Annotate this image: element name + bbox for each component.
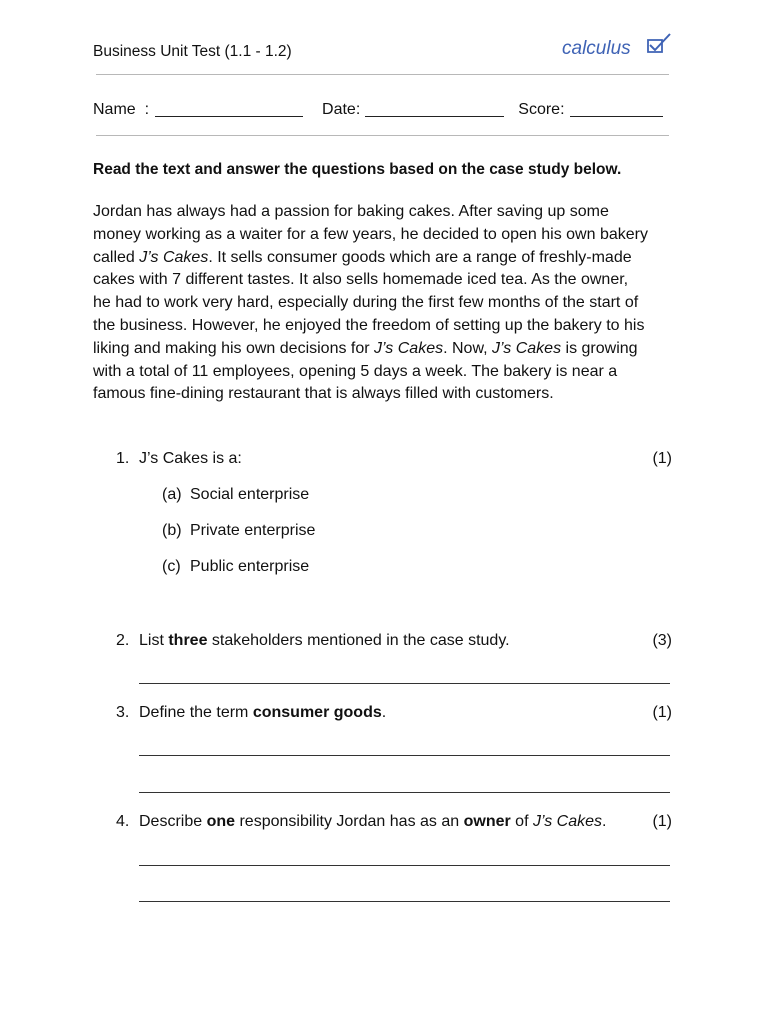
q4-text-bold-one: one xyxy=(206,813,236,830)
student-fields-row xyxy=(93,101,669,119)
q1-option-b-text[interactable]: Private enterprise xyxy=(190,522,316,539)
business-name-italic: J’s Cakes xyxy=(139,248,209,266)
q1-option-a-label[interactable]: (a) xyxy=(162,486,182,503)
calculus-logo xyxy=(560,28,672,64)
name-label: Name : xyxy=(93,101,150,118)
case-study-line: cakes with 7 different tastes. It also sells homemade iced tea. As the owner, xyxy=(93,271,629,289)
q2-text xyxy=(139,632,510,650)
test-title: Business Unit Test (1.1 - 1.2) xyxy=(93,43,292,60)
case-study-line: the business. However, he enjoyed the freedom of setting up the bakery to his xyxy=(93,316,645,334)
instructions: Read the text and answer the questions based on the case study below. xyxy=(93,161,622,178)
q4-text-pre: Describe xyxy=(139,813,207,830)
score-field[interactable] xyxy=(570,101,663,117)
q2-marks: (3) xyxy=(652,632,672,649)
q1-option-c-label[interactable]: (c) xyxy=(162,558,181,575)
logo-check-icon xyxy=(650,34,670,50)
name-field[interactable] xyxy=(155,101,303,117)
case-study-line: money working as a waiter for a few years, he decided to open his own bakery xyxy=(93,225,648,243)
business-name-italic: J’s Cakes xyxy=(374,339,444,357)
date-field[interactable] xyxy=(365,101,504,117)
q3-text-post: . xyxy=(381,704,387,721)
q3-text-bold: consumer goods xyxy=(252,704,382,721)
q1-option-c-text[interactable]: Public enterprise xyxy=(190,558,310,575)
case-study-line: called J’s Cakes. It sells consumer goods which are a range of freshly-made xyxy=(93,248,632,266)
q4-text-mid2: of xyxy=(510,813,533,830)
case-study-line: with a total of 11 employees, opening 5 days a week. The bakery is near a xyxy=(93,362,618,380)
q4-number: 4. xyxy=(116,813,130,830)
q3-text xyxy=(139,704,386,722)
date-label: Date: xyxy=(322,101,361,118)
q4-text-mid: responsibility Jordan has as an xyxy=(235,813,464,830)
q2-answer-line-1[interactable] xyxy=(139,683,670,684)
logo-text: calculus xyxy=(562,38,631,59)
q4-text-italic: J’s Cakes xyxy=(532,813,603,830)
q3-number: 3. xyxy=(116,704,130,721)
q4-text xyxy=(139,813,606,831)
q2-text-pre: List xyxy=(139,632,169,649)
score-label: Score: xyxy=(518,101,565,118)
q2-number: 2. xyxy=(116,632,130,649)
business-name-italic: J’s Cakes xyxy=(492,339,562,357)
q3-text-pre: Define the term xyxy=(139,704,253,721)
q2-text-bold: three xyxy=(168,632,208,649)
case-study-line: liking and making his own decisions for J’s Cakes. Now, J’s Cakes is growing xyxy=(93,339,638,357)
q3-marks: (1) xyxy=(652,704,672,721)
header-divider-bottom xyxy=(96,135,669,136)
q4-answer-line-1[interactable] xyxy=(139,865,670,866)
q1-marks: (1) xyxy=(652,450,672,467)
q4-text-post: . xyxy=(602,813,607,830)
q4-text-bold-owner: owner xyxy=(463,813,511,830)
q1-text: J’s Cakes is a: xyxy=(139,450,242,467)
case-study-line: he had to work very hard, especially during the first few months of the start of xyxy=(93,294,639,312)
q4-answer-line-2[interactable] xyxy=(139,901,670,902)
q1-option-a-text[interactable]: Social enterprise xyxy=(190,486,310,503)
case-study-paragraph xyxy=(93,201,683,406)
q3-answer-line-2[interactable] xyxy=(139,792,670,793)
q1-number: 1. xyxy=(116,450,130,467)
header-divider-top xyxy=(96,74,669,75)
q1-option-b-label[interactable]: (b) xyxy=(162,522,182,539)
case-study-line: Jordan has always had a passion for baking cakes. After saving up some xyxy=(93,203,609,220)
case-study-line: famous fine-dining restaurant that is always filled with customers. xyxy=(93,385,554,403)
q2-text-post: stakeholders mentioned in the case study. xyxy=(207,632,510,649)
q3-answer-line-1[interactable] xyxy=(139,755,670,756)
q4-marks: (1) xyxy=(652,813,672,830)
